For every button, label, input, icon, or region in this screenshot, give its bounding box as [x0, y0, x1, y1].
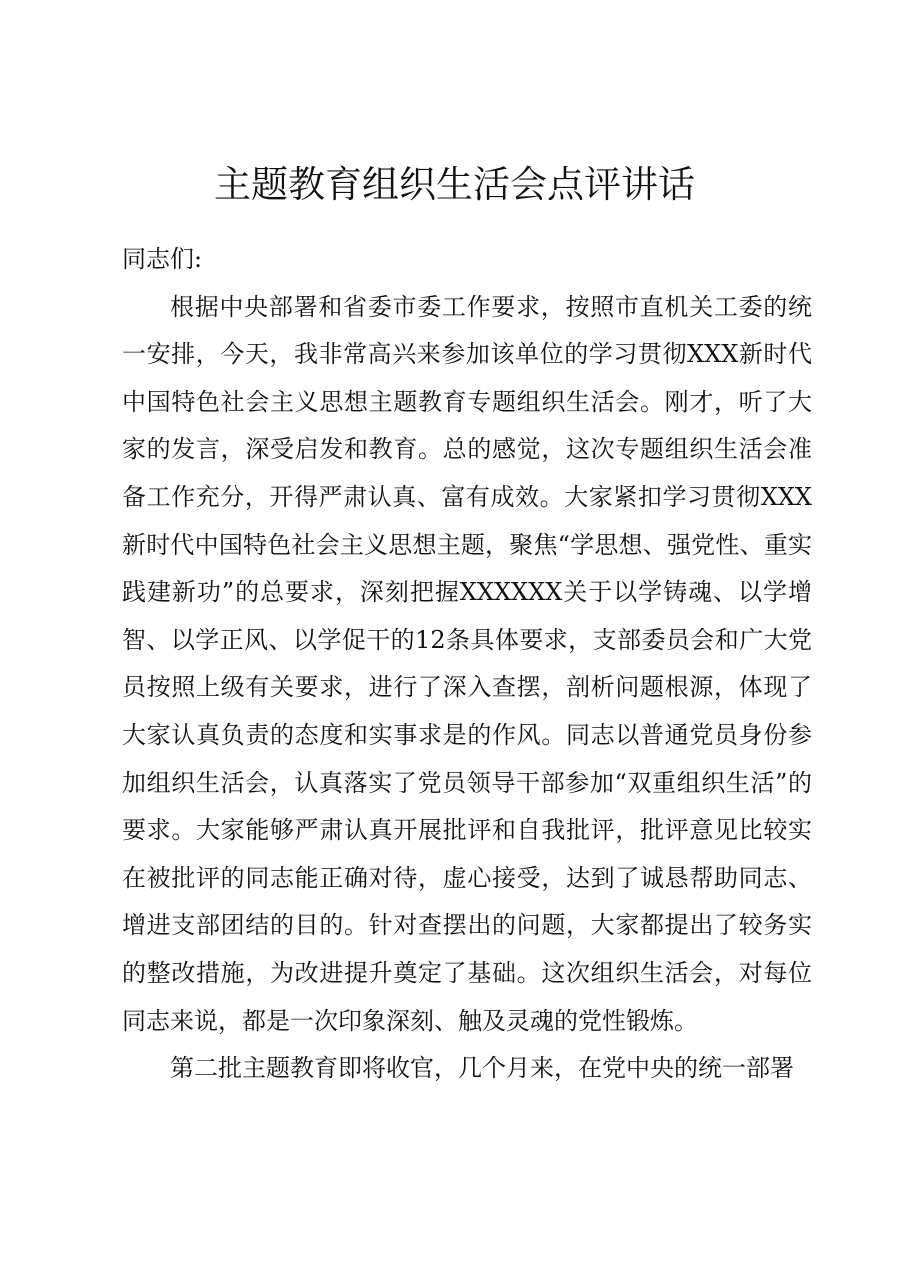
paragraph-2: 第二批主题教育即将收官，几个月来，在党中央的统一部署 [170, 1054, 794, 1083]
paragraph-1: 根据中央部署和省委市委工作要求，按照市直机关工委的统一安排，今天，我非常高兴来参加该单位的学习贯彻XXX新时代中国特色社会主义思想主题教育专题组织生活会。刚才，听了大家的发言，深受启发和教育。总的感觉，这次专题组织生活会准备工作充分，开得严肃认真、富有成效。大家紧扣学习贯彻XXX新时代中国特色社会主义思想主题，聚焦“学思想、强党性、重实践建新功”的总要求，深刻把握XXXXXX关于以学铸魂、以学增智、以学正风、以学促干的12条具体要求，支部委员会和广大党员按照上级有关要求，进行了深入查摆，剖析问题根源，体现了大家认真负责的态度和实事求是的作风。同志以普通党员身份参加组织生活会，认真落实了党员领导干部参加“双重组织生活”的要求。大家能够严肃认真开展批评和自我批评，批评意见比较实在被批评的同志能正确对待，虚心接受，达到了诚恳帮助同志、增进支部团结的目的。针对查摆出的问题，大家都提出了较务实的整改措施，为改进提升奠定了基础。这次组织生活会，对每位同志来说，都是一次印象深刻、触及灵魂的党性锻炼。 [122, 292, 812, 1035]
document-title: 主题教育组织生活会点评讲话 [214, 163, 695, 206]
document-body [122, 236, 812, 1093]
greeting: 同志们: [122, 245, 203, 273]
